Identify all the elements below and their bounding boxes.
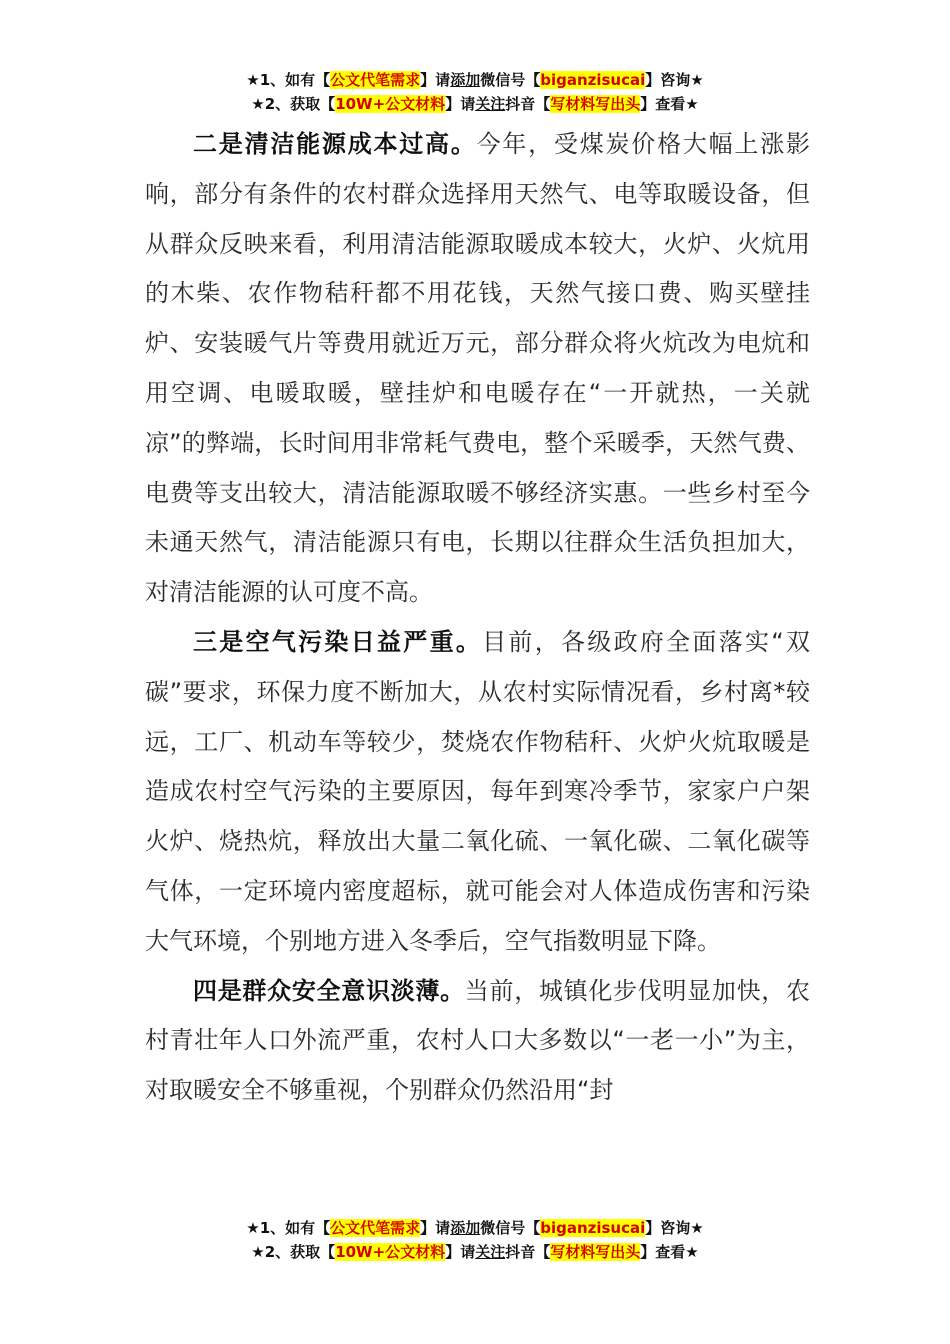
header-line-1-mid: 】请 — [420, 71, 451, 89]
header-line-2 — [0, 92, 950, 116]
footer-line-1 — [0, 1216, 950, 1240]
footer-line-1-suffix: 】咨询★ — [645, 1219, 704, 1237]
paragraph-text: 目前，各级政府全面落实“双碳”要求，环保力度不断加大，从农村实际情况看，乡村离*较远，工厂、机动车等较少，焚烧农作物秸秆、火炉火炕取暖是造成农村空气污染的主要原因，每年到寒冷季节，家家户户架火炉、烧热炕，释放出大量二氧化硫、一氧化碳、二氧化碳等气体，一定环境内密度超标，就可能会对人体造成伤害和污染大气环境，个别地方进入冬季后，空气指数明显下降。 — [145, 627, 810, 955]
footer-line-2-prefix: ★2、获取【 — [251, 1243, 336, 1261]
paragraph-text: 当前，城镇化步伐明显加快，农村青壮年人口外流严重，农村人口大多数以“一老一小”为主，对取暖安全不够重视，个别群众仍然沿用“封 — [145, 976, 811, 1105]
header-line-2-prefix: ★2、获取【 — [251, 95, 336, 113]
footer-line-2-mid: 】请 — [445, 1243, 476, 1261]
paragraph-safety-awareness — [145, 967, 810, 1116]
header-line-1-suffix: 】咨询★ — [645, 71, 704, 89]
header-line-1-mid2: 微信号【 — [480, 71, 541, 89]
footer-banner — [0, 1216, 950, 1264]
paragraph-clean-energy-cost — [145, 120, 810, 618]
footer-line-2-suffix: 】查看★ — [640, 1243, 699, 1261]
footer-line-2-highlight-douyin: 写材料写出头 — [550, 1243, 641, 1261]
footer-line-2-mid2: 抖音【 — [505, 1243, 551, 1261]
header-line-1-highlight-service: 公文代笔需求 — [330, 71, 421, 89]
footer-line-1-mid2: 微信号【 — [480, 1219, 541, 1237]
paragraph-lead: 二是清洁能源成本过高。 — [193, 130, 477, 158]
header-line-2-mid: 】请 — [445, 95, 476, 113]
header-banner — [0, 68, 950, 116]
header-line-2-highlight-materials: 10W+公文材料 — [335, 95, 446, 113]
paragraph-lead: 四是群众安全意识淡薄。 — [193, 976, 465, 1005]
footer-line-2-highlight-materials: 10W+公文材料 — [335, 1243, 446, 1261]
header-line-1 — [0, 68, 950, 92]
header-line-1-prefix: ★1、如有【 — [246, 71, 331, 89]
footer-line-1-highlight-service: 公文代笔需求 — [330, 1219, 421, 1237]
header-line-2-mid2: 抖音【 — [505, 95, 551, 113]
footer-line-1-underline: 添加 — [450, 1219, 481, 1237]
document-body — [145, 120, 810, 1116]
header-line-2-suffix: 】查看★ — [640, 95, 699, 113]
paragraph-text: 今年，受煤炭价格大幅上涨影响，部分有条件的农村群众选择用天然气、电等取暖设备，但从群众反映来看，利用清洁能源取暖成本较大，火炉、火炕用的木柴、农作物秸秆都不用花钱，天然气接口费、购买壁挂炉、安装暖气片等费用就近万元，部分群众将火炕改为电炕和用空调、电暖取暖，壁挂炉和电暖存在“一开就热，一关就凉”的弊端，长时间用非常耗气费电，整个采暖季，天然气费、电费等支出较大，清洁能源取暖不够经济实惠。一些乡村至今未通天然气，清洁能源只有电，长期以往群众生活负担加大，对清洁能源的认可度不高。 — [145, 130, 810, 607]
footer-line-1-prefix: ★1、如有【 — [246, 1219, 331, 1237]
paragraph-lead: 三是空气污染日益严重。 — [193, 627, 483, 656]
paragraph-air-pollution — [145, 618, 810, 967]
footer-line-1-mid: 】请 — [420, 1219, 451, 1237]
header-line-2-underline: 关注 — [475, 95, 506, 113]
footer-line-2-underline: 关注 — [475, 1243, 506, 1261]
footer-line-2 — [0, 1240, 950, 1264]
footer-line-1-highlight-wechat: biganzisucai — [540, 1219, 646, 1237]
header-line-1-highlight-wechat: biganzisucai — [540, 71, 646, 89]
header-line-2-highlight-douyin: 写材料写出头 — [550, 95, 641, 113]
header-line-1-underline: 添加 — [450, 71, 481, 89]
